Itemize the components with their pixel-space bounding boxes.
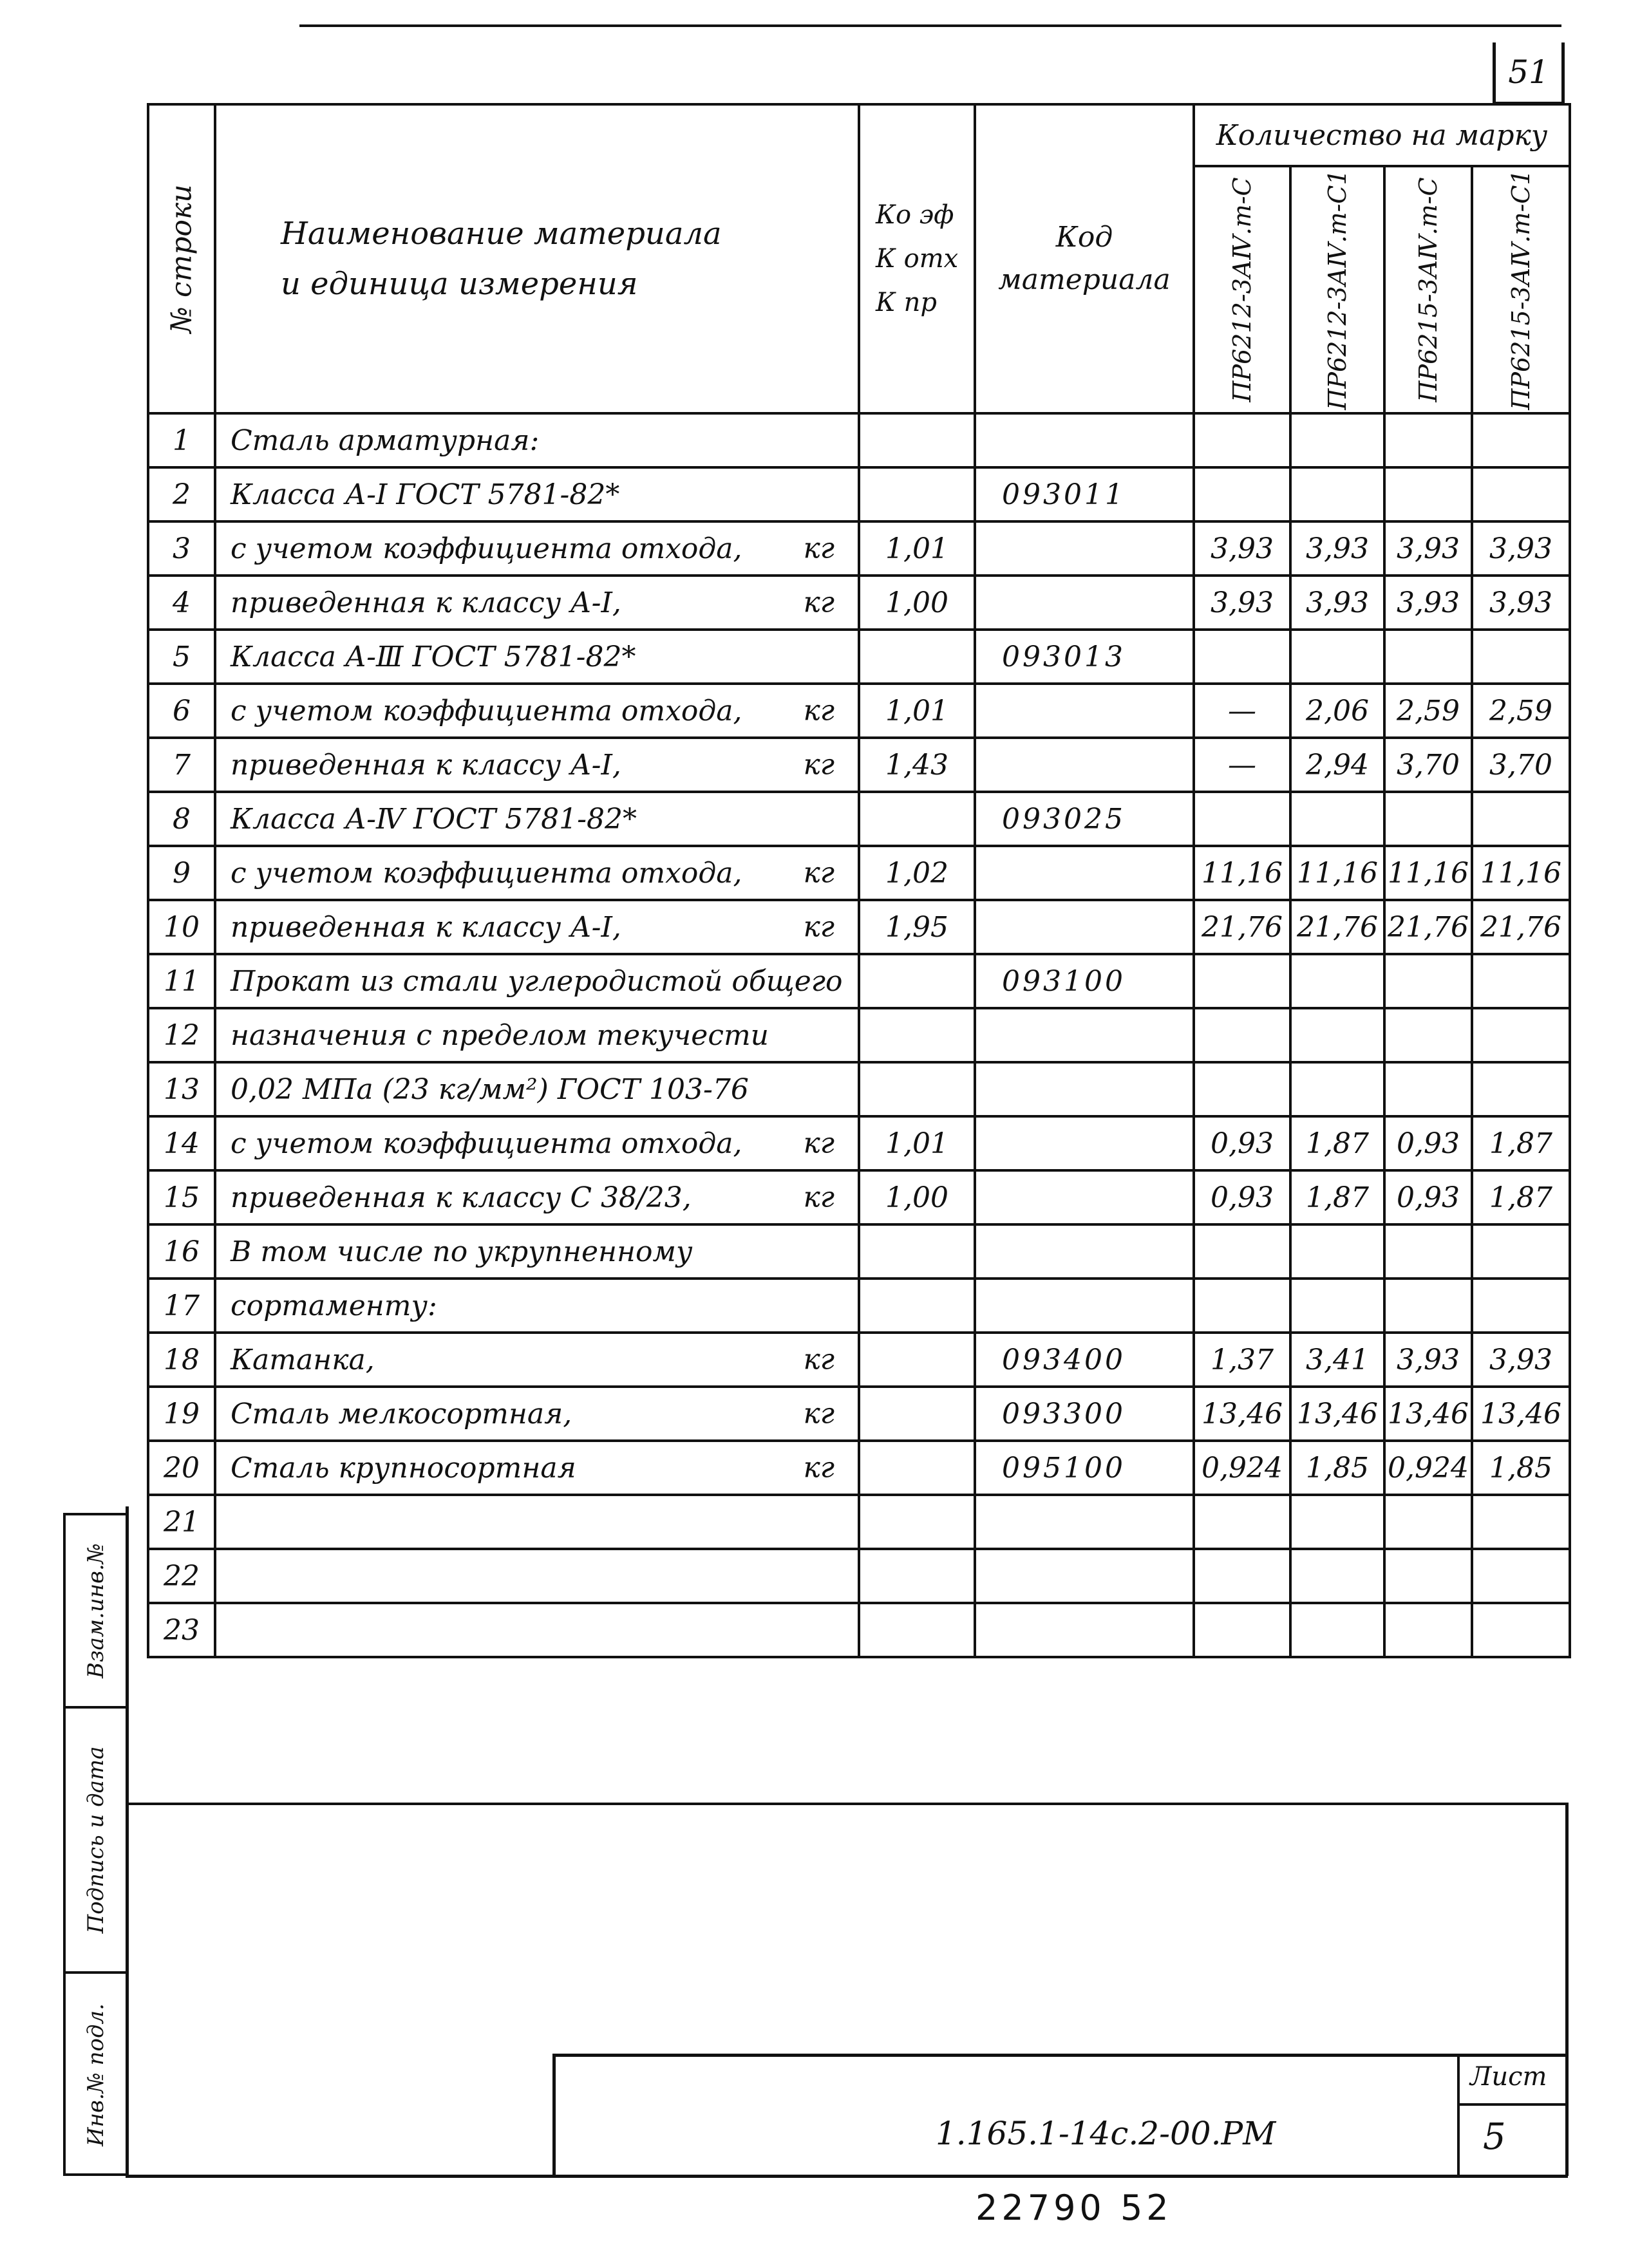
table-row (148, 521, 1570, 576)
margin-strip (63, 1513, 126, 2176)
material-code-cell (975, 1116, 1194, 1170)
material-name (215, 846, 859, 900)
quantity-cell-brand-4 (1472, 630, 1570, 684)
table-row (148, 1549, 1570, 1603)
material-code-cell (975, 413, 1194, 467)
quantity-cell-brand-1 (1194, 1603, 1290, 1657)
quantity-cell-brand-1: 3,93 (1194, 521, 1290, 576)
material-name-text: Сталь крупносортная (231, 1451, 576, 1485)
quantity-cell-brand-4 (1472, 1008, 1570, 1062)
table-row (148, 1333, 1570, 1387)
material-code-cell (975, 1170, 1194, 1224)
quantity-cell-brand-2: 1,85 (1290, 1441, 1384, 1495)
quantity-cell-brand-4: 2,59 (1472, 684, 1570, 738)
table-row (148, 684, 1570, 738)
material-code-cell (975, 1495, 1194, 1549)
table-row (148, 954, 1570, 1008)
table-row (148, 1441, 1570, 1495)
quantity-cell-brand-1: 21,76 (1194, 900, 1290, 954)
unit-label: кг (803, 1181, 834, 1214)
quantity-cell-brand-3: 13,46 (1384, 1387, 1472, 1441)
quantity-cell-brand-2: 11,16 (1290, 846, 1384, 900)
sheet-value: 5 (1483, 2116, 1506, 2158)
quantity-cell-brand-4 (1472, 413, 1570, 467)
lower-rule (126, 1803, 1568, 1805)
material-name (215, 1170, 859, 1224)
row-number: 13 (148, 1062, 215, 1116)
quantity-cell-brand-1: 11,16 (1194, 846, 1290, 900)
quantity-cell-brand-4: 3,93 (1472, 576, 1570, 630)
lower-left-border (126, 1506, 129, 2176)
table-row (148, 900, 1570, 954)
material-code-cell: 093400 (975, 1333, 1194, 1387)
unit-label: кг (803, 1127, 834, 1160)
quantity-cell-brand-1 (1194, 1549, 1290, 1603)
material-name (215, 684, 859, 738)
quantity-cell-brand-2 (1290, 467, 1384, 521)
coefficient-cell (859, 467, 975, 521)
row-number: 14 (148, 1116, 215, 1170)
material-name (215, 1333, 859, 1387)
quantity-cell-brand-1 (1194, 954, 1290, 1008)
table-row (148, 413, 1570, 467)
coefficient-cell: 1,02 (859, 846, 975, 900)
material-name-text: Прокат из стали углеродистой общего (231, 964, 843, 998)
quantity-cell-brand-4 (1472, 467, 1570, 521)
quantity-cell-brand-3 (1384, 1603, 1472, 1657)
title-block-divider (1457, 2057, 1460, 2176)
material-name (215, 630, 859, 684)
material-code-cell (975, 900, 1194, 954)
material-code-cell (975, 1279, 1194, 1333)
unit-label: кг (803, 694, 834, 727)
material-name-text: Сталь мелкосортная, (231, 1397, 572, 1430)
row-number: 7 (148, 738, 215, 792)
margin-inv: Инв.№ подл. (82, 2003, 109, 2146)
coefficient-cell: 1,01 (859, 1116, 975, 1170)
table-row (148, 1062, 1570, 1116)
material-name (215, 1549, 859, 1603)
quantity-cell-brand-4: 3,93 (1472, 521, 1570, 576)
material-code-cell (975, 521, 1194, 576)
quantity-cell-brand-3: 3,93 (1384, 521, 1472, 576)
table-row (148, 576, 1570, 630)
quantity-cell-brand-2: 1,87 (1290, 1116, 1384, 1170)
quantity-cell-brand-2 (1290, 413, 1384, 467)
coefficient-cell (859, 1062, 975, 1116)
quantity-cell-brand-3: 3,93 (1384, 1333, 1472, 1387)
margin-podpis: Подпись и дата (66, 1709, 126, 1974)
row-number: 10 (148, 900, 215, 954)
quantity-cell-brand-4: 11,16 (1472, 846, 1570, 900)
row-number: 9 (148, 846, 215, 900)
coefficient-cell (859, 792, 975, 846)
quantity-cell-brand-1: 0,924 (1194, 1441, 1290, 1495)
unit-label: кг (803, 1451, 834, 1485)
material-name (215, 1441, 859, 1495)
unit-label: кг (803, 748, 834, 782)
quantity-cell-brand-3 (1384, 1279, 1472, 1333)
material-name-text: сортаменту: (231, 1289, 437, 1322)
row-number: 23 (148, 1603, 215, 1657)
quantity-cell-brand-4: 3,93 (1472, 1333, 1570, 1387)
unit-label: кг (803, 910, 834, 944)
material-name-text: Сталь арматурная: (231, 424, 540, 457)
quantity-cell-brand-2 (1290, 1279, 1384, 1333)
material-code-cell (975, 576, 1194, 630)
quantity-cell-brand-1: 1,37 (1194, 1333, 1290, 1387)
material-code-cell: 093011 (975, 467, 1194, 521)
quantity-cell-brand-4 (1472, 1062, 1570, 1116)
material-name-text: назначения с пределом текучести (231, 1018, 769, 1052)
row-number: 3 (148, 521, 215, 576)
quantity-cell-brand-3: 0,93 (1384, 1116, 1472, 1170)
quantity-cell-brand-4 (1472, 1279, 1570, 1333)
row-number: 21 (148, 1495, 215, 1549)
row-number: 20 (148, 1441, 215, 1495)
footer-number: 22790 52 (976, 2188, 1173, 2228)
coefficient-cell: 1,00 (859, 1170, 975, 1224)
row-number: 17 (148, 1279, 215, 1333)
material-name (215, 738, 859, 792)
coefficient-cell (859, 1441, 975, 1495)
unit-label: кг (803, 1343, 834, 1376)
row-number: 2 (148, 467, 215, 521)
material-code-cell: 093100 (975, 954, 1194, 1008)
quantity-cell-brand-3: 21,76 (1384, 900, 1472, 954)
material-code-cell (975, 1062, 1194, 1116)
material-name (215, 1495, 859, 1549)
material-name-text: Катанка, (231, 1343, 375, 1376)
material-name (215, 521, 859, 576)
quantity-cell-brand-4: 3,70 (1472, 738, 1570, 792)
coefficient-cell (859, 1008, 975, 1062)
top-rule (299, 24, 1561, 27)
unit-label: кг (803, 532, 834, 565)
quantity-cell-brand-1: — (1194, 684, 1290, 738)
quantity-cell-brand-4 (1472, 1549, 1570, 1603)
quantity-cell-brand-3 (1384, 1224, 1472, 1279)
table-row (148, 1116, 1570, 1170)
material-code-cell (975, 1603, 1194, 1657)
row-number: 12 (148, 1008, 215, 1062)
quantity-cell-brand-3 (1384, 1008, 1472, 1062)
coefficient-cell (859, 413, 975, 467)
material-table (147, 103, 1571, 1658)
material-code-cell (975, 1008, 1194, 1062)
quantity-cell-brand-2 (1290, 1495, 1384, 1549)
row-number: 4 (148, 576, 215, 630)
quantity-cell-brand-1 (1194, 413, 1290, 467)
material-code-cell (975, 738, 1194, 792)
material-code-cell: 093013 (975, 630, 1194, 684)
quantity-cell-brand-1: 13,46 (1194, 1387, 1290, 1441)
quantity-cell-brand-2 (1290, 1062, 1384, 1116)
coefficient-cell (859, 1224, 975, 1279)
material-code-cell (975, 684, 1194, 738)
quantity-cell-brand-2: 3,41 (1290, 1333, 1384, 1387)
row-number: 18 (148, 1333, 215, 1387)
material-name-text: В том числе по укрупненному (231, 1235, 693, 1268)
quantity-cell-brand-3: 0,924 (1384, 1441, 1472, 1495)
unit-label: кг (803, 586, 834, 619)
quantity-cell-brand-3: 0,93 (1384, 1170, 1472, 1224)
quantity-cell-brand-3 (1384, 1549, 1472, 1603)
material-name (215, 1062, 859, 1116)
quantity-cell-brand-2 (1290, 1549, 1384, 1603)
coefficient-cell: 1,43 (859, 738, 975, 792)
row-number: 1 (148, 413, 215, 467)
material-name-text: приведенная к классу А-I, (231, 748, 621, 782)
header-row-no: № строки (148, 104, 215, 413)
row-number: 22 (148, 1549, 215, 1603)
material-code-cell (975, 1549, 1194, 1603)
quantity-cell-brand-2: 2,06 (1290, 684, 1384, 738)
quantity-cell-brand-3 (1384, 467, 1472, 521)
material-name-text: с учетом коэффициента отхода, (231, 694, 742, 727)
unit-label: кг (803, 1397, 834, 1430)
table-row (148, 467, 1570, 521)
quantity-cell-brand-4 (1472, 1495, 1570, 1549)
table-row (148, 1008, 1570, 1062)
coefficient-cell (859, 1495, 975, 1549)
table-row (148, 630, 1570, 684)
quantity-cell-brand-3: 3,93 (1384, 576, 1472, 630)
sheet-cell-divider (1457, 2103, 1565, 2106)
coefficient-cell (859, 1603, 975, 1657)
material-code-cell (975, 1224, 1194, 1279)
quantity-cell-brand-3: 11,16 (1384, 846, 1472, 900)
quantity-cell-brand-2: 1,87 (1290, 1170, 1384, 1224)
table-row (148, 738, 1570, 792)
quantity-cell-brand-4 (1472, 1224, 1570, 1279)
quantity-cell-brand-4 (1472, 954, 1570, 1008)
material-name (215, 576, 859, 630)
quantity-cell-brand-1: — (1194, 738, 1290, 792)
coefficient-cell (859, 1279, 975, 1333)
table-row (148, 1279, 1570, 1333)
quantity-cell-brand-4: 1,85 (1472, 1441, 1570, 1495)
material-name-text: Класса А-Ⅲ ГОСТ 5781-82* (231, 640, 636, 673)
header-brand-1: ПР6212-3АⅣ.т-С (1194, 166, 1290, 413)
coefficient-cell (859, 1387, 975, 1441)
quantity-cell-brand-2 (1290, 630, 1384, 684)
header-brand-2: ПР6212-3АⅣ.т-С1 (1290, 166, 1384, 413)
quantity-cell-brand-2: 2,94 (1290, 738, 1384, 792)
quantity-cell-brand-1 (1194, 1062, 1290, 1116)
row-number: 8 (148, 792, 215, 846)
quantity-cell-brand-4: 1,87 (1472, 1170, 1570, 1224)
quantity-cell-brand-1 (1194, 467, 1290, 521)
quantity-cell-brand-1 (1194, 1224, 1290, 1279)
row-number: 6 (148, 684, 215, 738)
quantity-cell-brand-3 (1384, 630, 1472, 684)
material-name-text: Класса А-I ГОСТ 5781-82* (231, 478, 620, 511)
header-code: Код материала (975, 104, 1194, 413)
quantity-cell-brand-1: 3,93 (1194, 576, 1290, 630)
bottom-rule (126, 2175, 1568, 2178)
quantity-cell-brand-1: 0,93 (1194, 1170, 1290, 1224)
quantity-cell-brand-1: 0,93 (1194, 1116, 1290, 1170)
material-name (215, 1116, 859, 1170)
coefficient-cell (859, 954, 975, 1008)
header-coef: Ко эф К отх К пр (859, 104, 975, 413)
material-code-cell (975, 846, 1194, 900)
quantity-cell-brand-3 (1384, 1062, 1472, 1116)
sheet-label: Лист (1470, 2062, 1547, 2092)
quantity-cell-brand-4 (1472, 1603, 1570, 1657)
header-qty-title: Количество на марку (1194, 104, 1570, 166)
material-name (215, 413, 859, 467)
quantity-cell-brand-3 (1384, 1495, 1472, 1549)
quantity-cell-brand-3: 3,70 (1384, 738, 1472, 792)
coefficient-cell (859, 1333, 975, 1387)
table-row (148, 1603, 1570, 1657)
quantity-cell-brand-2 (1290, 792, 1384, 846)
quantity-cell-brand-2: 13,46 (1290, 1387, 1384, 1441)
material-code-cell: 095100 (975, 1441, 1194, 1495)
material-name (215, 792, 859, 846)
material-name (215, 467, 859, 521)
material-code-cell: 093300 (975, 1387, 1194, 1441)
material-name-text: с учетом коэффициента отхода, (231, 856, 742, 890)
quantity-cell-brand-2: 3,93 (1290, 576, 1384, 630)
row-number: 5 (148, 630, 215, 684)
table-row (148, 792, 1570, 846)
quantity-cell-brand-1 (1194, 630, 1290, 684)
row-number: 15 (148, 1170, 215, 1224)
material-name-text: 0,02 МПа (23 кг/мм²) ГОСТ 103-76 (231, 1073, 749, 1106)
coefficient-cell: 1,01 (859, 521, 975, 576)
quantity-cell-brand-2 (1290, 1224, 1384, 1279)
row-number: 11 (148, 954, 215, 1008)
table-row (148, 1170, 1570, 1224)
row-number: 19 (148, 1387, 215, 1441)
header-brand-4: ПР6215-3АⅣ.т-С1 (1472, 166, 1570, 413)
coefficient-cell: 1,00 (859, 576, 975, 630)
material-code-cell: 093025 (975, 792, 1194, 846)
material-name (215, 1224, 859, 1279)
quantity-cell-brand-4: 13,46 (1472, 1387, 1570, 1441)
material-name-text: с учетом коэффициента отхода, (231, 1127, 742, 1160)
quantity-cell-brand-3 (1384, 413, 1472, 467)
material-name-text: приведенная к классу А-I, (231, 910, 621, 944)
table-row (148, 1495, 1570, 1549)
quantity-cell-brand-2: 21,76 (1290, 900, 1384, 954)
material-name (215, 1603, 859, 1657)
margin-vzam: Взам.инв.№ (66, 1515, 126, 1709)
quantity-cell-brand-1 (1194, 1495, 1290, 1549)
quantity-cell-brand-2 (1290, 1603, 1384, 1657)
quantity-cell-brand-2 (1290, 1008, 1384, 1062)
coefficient-cell: 1,95 (859, 900, 975, 954)
material-name-text: с учетом коэффициента отхода, (231, 532, 742, 565)
quantity-cell-brand-4: 21,76 (1472, 900, 1570, 954)
document-code: 1.165.1-14с.2-00.РМ (936, 2115, 1276, 2152)
quantity-cell-brand-1 (1194, 792, 1290, 846)
material-name (215, 1387, 859, 1441)
quantity-cell-brand-1 (1194, 1008, 1290, 1062)
quantity-cell-brand-3 (1384, 954, 1472, 1008)
table-row (148, 1387, 1570, 1441)
quantity-cell-brand-4 (1472, 792, 1570, 846)
coefficient-cell (859, 1549, 975, 1603)
material-name-text: Класса А-Ⅳ ГОСТ 5781-82* (231, 802, 637, 836)
quantity-cell-brand-4: 1,87 (1472, 1116, 1570, 1170)
material-name (215, 954, 859, 1008)
material-name (215, 1279, 859, 1333)
row-number: 16 (148, 1224, 215, 1279)
quantity-cell-brand-2 (1290, 954, 1384, 1008)
material-name (215, 1008, 859, 1062)
table-row (148, 846, 1570, 900)
unit-label: кг (803, 856, 834, 890)
quantity-cell-brand-1 (1194, 1279, 1290, 1333)
coefficient-cell: 1,01 (859, 684, 975, 738)
page-number: 51 (1493, 42, 1565, 104)
header-name: Наименование материала и единица измерения (215, 104, 859, 413)
table-row (148, 1224, 1570, 1279)
quantity-cell-brand-2: 3,93 (1290, 521, 1384, 576)
quantity-cell-brand-3 (1384, 792, 1472, 846)
header-brand-3: ПР6215-3АⅣ.т-С (1384, 166, 1472, 413)
coefficient-cell (859, 630, 975, 684)
material-name-text: приведенная к классу А-I, (231, 586, 621, 619)
material-name-text: приведенная к классу С 38/23, (231, 1181, 692, 1214)
quantity-cell-brand-3: 2,59 (1384, 684, 1472, 738)
title-block (552, 2054, 1569, 2176)
material-name (215, 900, 859, 954)
